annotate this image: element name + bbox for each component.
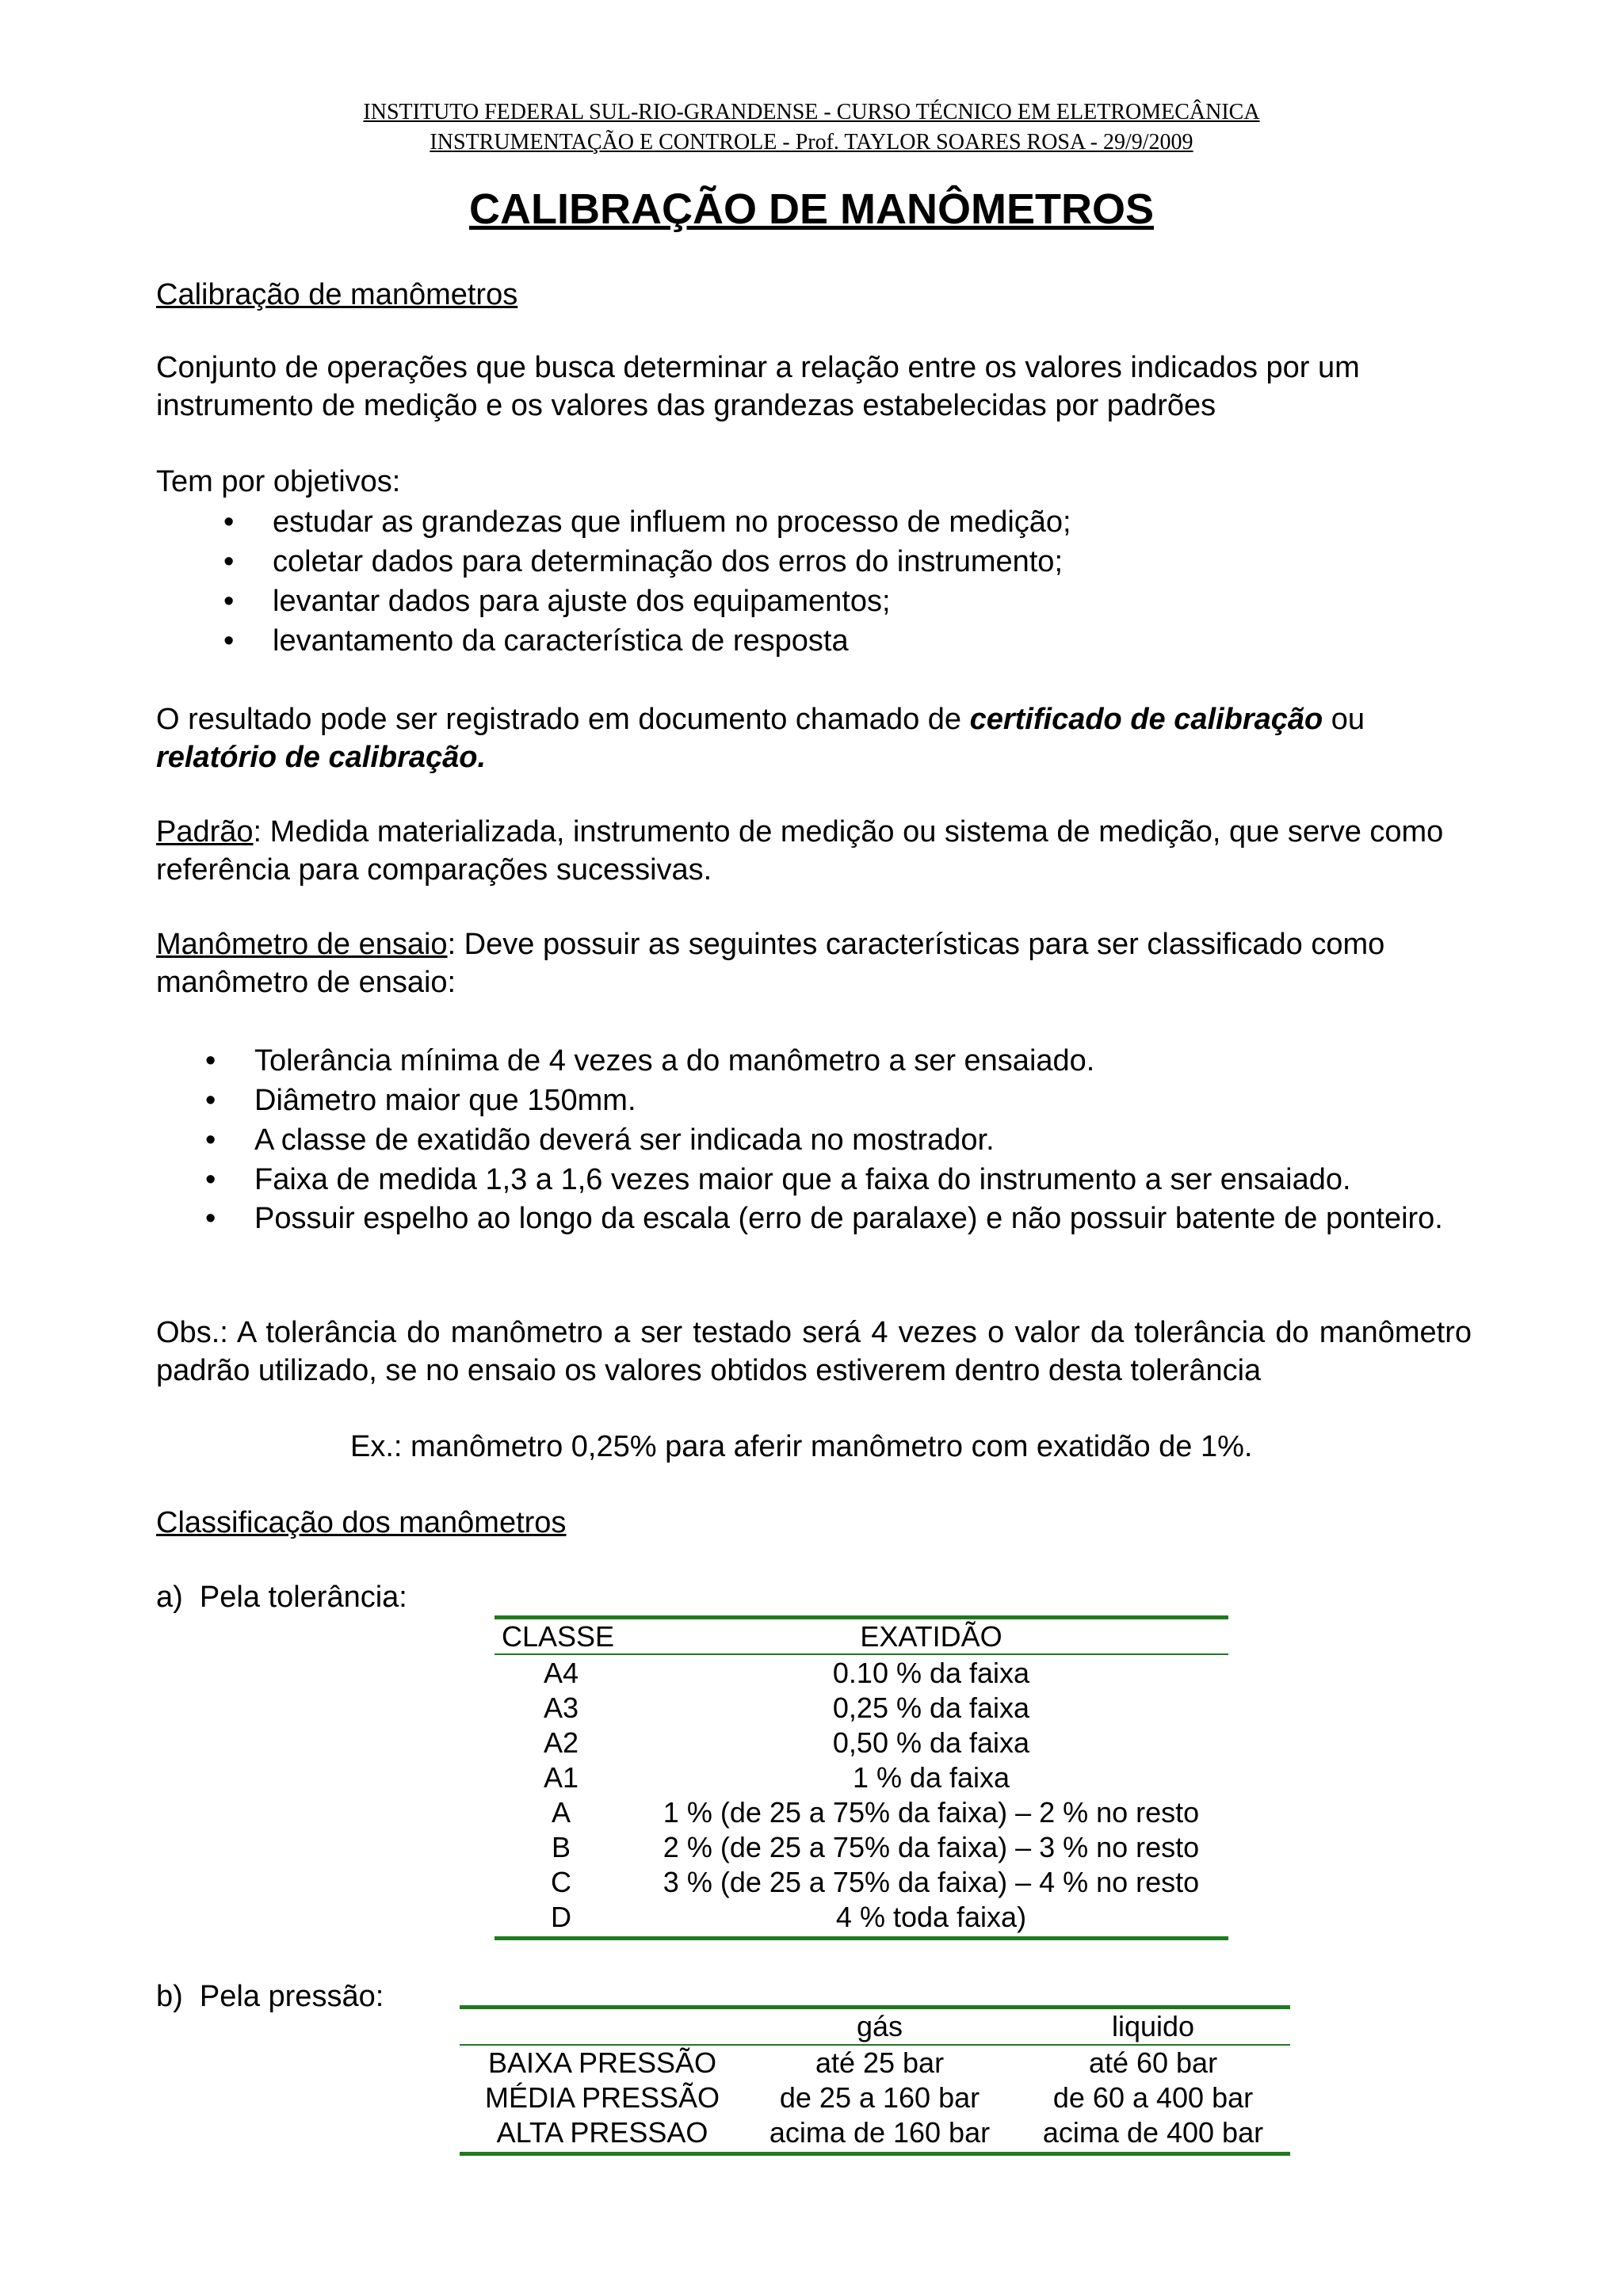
obs-paragraph: Obs.: A tolerância do manômetro a ser testado será 4 vezes o valor da tolerância do manômetro padrão utilizado, se no ensaio os valores obtidos estiverem dentro desta tolerância — [156, 1316, 1472, 1387]
list-item: • Faixa de medida 1,3 a 1,6 vezes maior que a faixa do instrumento a ser ensaiado. — [205, 1163, 1351, 1196]
table-cell: 3 % (de 25 a 75% da faixa) – 4 % no resto — [663, 1866, 1200, 1898]
table-cell: BAIXA PRESSÃO — [487, 2046, 717, 2079]
table-cell: de 25 a 160 bar — [779, 2081, 980, 2114]
table-cell: acima de 400 bar — [1042, 2116, 1264, 2149]
term-certificado: certificado de calibração — [969, 703, 1323, 736]
header-institution: INSTITUTO FEDERAL SUL-RIO-GRANDENSE - CURSO TÉCNICO EM ELETROMECÂNICA — [363, 100, 1260, 124]
list-item: • coletar dados para determinação dos erros do instrumento; — [223, 545, 1063, 578]
ensaio-term: Manômetro de ensaio — [156, 928, 448, 961]
result-paragraph: O resultado pode ser registrado em documento chamado de certificado de calibração ou relatório de calibração. — [156, 703, 1365, 774]
page-title: CALIBRAÇÃO DE MANÔMETROS — [469, 185, 1154, 233]
table-cell: ALTA PRESSAO — [496, 2116, 708, 2149]
objectives-intro: Tem por objetivos: — [156, 465, 401, 498]
table-header-rule — [495, 1653, 1228, 1655]
table-bottom-rule — [460, 2152, 1290, 2156]
table-header: CLASSE — [501, 1620, 615, 1653]
table-cell: A — [551, 1796, 571, 1829]
list-item: • Tolerância mínima de 4 vezes a do manômetro a ser ensaiado. — [205, 1044, 1095, 1077]
table-cell: A3 — [543, 1691, 579, 1724]
obs-example: Ex.: manômetro 0,25% para aferir manômetro com exatidão de 1%. — [350, 1430, 1253, 1463]
table-header: EXATIDÃO — [860, 1620, 1002, 1653]
table-cell: C — [551, 1866, 571, 1898]
table-header: liquido — [1111, 2010, 1195, 2042]
table-cell: A1 — [543, 1761, 579, 1794]
table-cell: 2 % (de 25 a 75% da faixa) – 3 % no resto — [663, 1831, 1200, 1863]
table-cell: B — [551, 1831, 571, 1863]
list-item: • levantamento da característica de resposta — [223, 624, 849, 658]
definition-paragraph: Conjunto de operações que busca determinar a relação entre os valores indicados por um instrumento de medição e os valores das grandezas estabelecidas por padrões — [156, 351, 1360, 422]
table-cell: de 60 a 400 bar — [1052, 2081, 1254, 2114]
ensaio-list — [205, 1041, 1475, 1238]
table-cell: até 25 bar — [815, 2046, 945, 2079]
padrao-paragraph: Padrão: Medida materializada, instrumento de medição ou sistema de medição, que serve como referência para comparações sucessivas. — [156, 815, 1444, 887]
classification-a-label: a) Pela tolerância: — [156, 1581, 407, 1614]
table-cell: A4 — [543, 1657, 579, 1689]
table-cell: 0,25 % da faixa — [832, 1691, 1030, 1724]
list-item: • A classe de exatidão deverá ser indicada no mostrador. — [205, 1123, 995, 1157]
list-item: • Diâmetro maior que 150mm. — [205, 1084, 636, 1117]
table-cell: MÉDIA PRESSÃO — [484, 2081, 720, 2114]
list-item: • levantar dados para ajuste dos equipamentos; — [223, 585, 891, 618]
table-cell: até 60 bar — [1088, 2046, 1218, 2079]
list-item: • estudar as grandezas que influem no processo de medição; — [223, 505, 1071, 539]
ensaio-paragraph: Manômetro de ensaio: Deve possuir as seguintes características para ser classificado como manômetro de ensaio: — [156, 928, 1385, 999]
table-cell: 1 % (de 25 a 75% da faixa) – 2 % no resto — [663, 1796, 1200, 1829]
table-cell: 0,50 % da faixa — [832, 1726, 1030, 1759]
table-cell: 0.10 % da faixa — [832, 1657, 1030, 1689]
table-bottom-rule — [495, 1936, 1228, 1940]
table-cell: D — [551, 1901, 571, 1933]
table-cell: 4 % toda faixa) — [835, 1901, 1027, 1933]
term-relatorio: relatório de calibração. — [156, 741, 487, 774]
table-cell: 1 % da faixa — [852, 1761, 1010, 1794]
section-heading-calibracao: Calibração de manômetros — [156, 278, 518, 311]
table-cell: acima de 160 bar — [769, 2116, 991, 2149]
table-header: gás — [856, 2010, 903, 2042]
classification-b-label: b) Pela pressão: — [156, 1980, 384, 2013]
classification-heading: Classificação dos manômetros — [156, 1506, 567, 1539]
table-cell: A2 — [543, 1726, 579, 1759]
objectives-list — [223, 502, 1461, 661]
list-item: • Possuir espelho ao longo da escala (erro de paralaxe) e não possuir batente de ponteiro. — [205, 1202, 1443, 1235]
padrao-term: Padrão — [156, 815, 254, 849]
header-course: INSTRUMENTAÇÃO E CONTROLE - Prof. TAYLOR SOARES ROSA - 29/9/2009 — [430, 130, 1193, 154]
